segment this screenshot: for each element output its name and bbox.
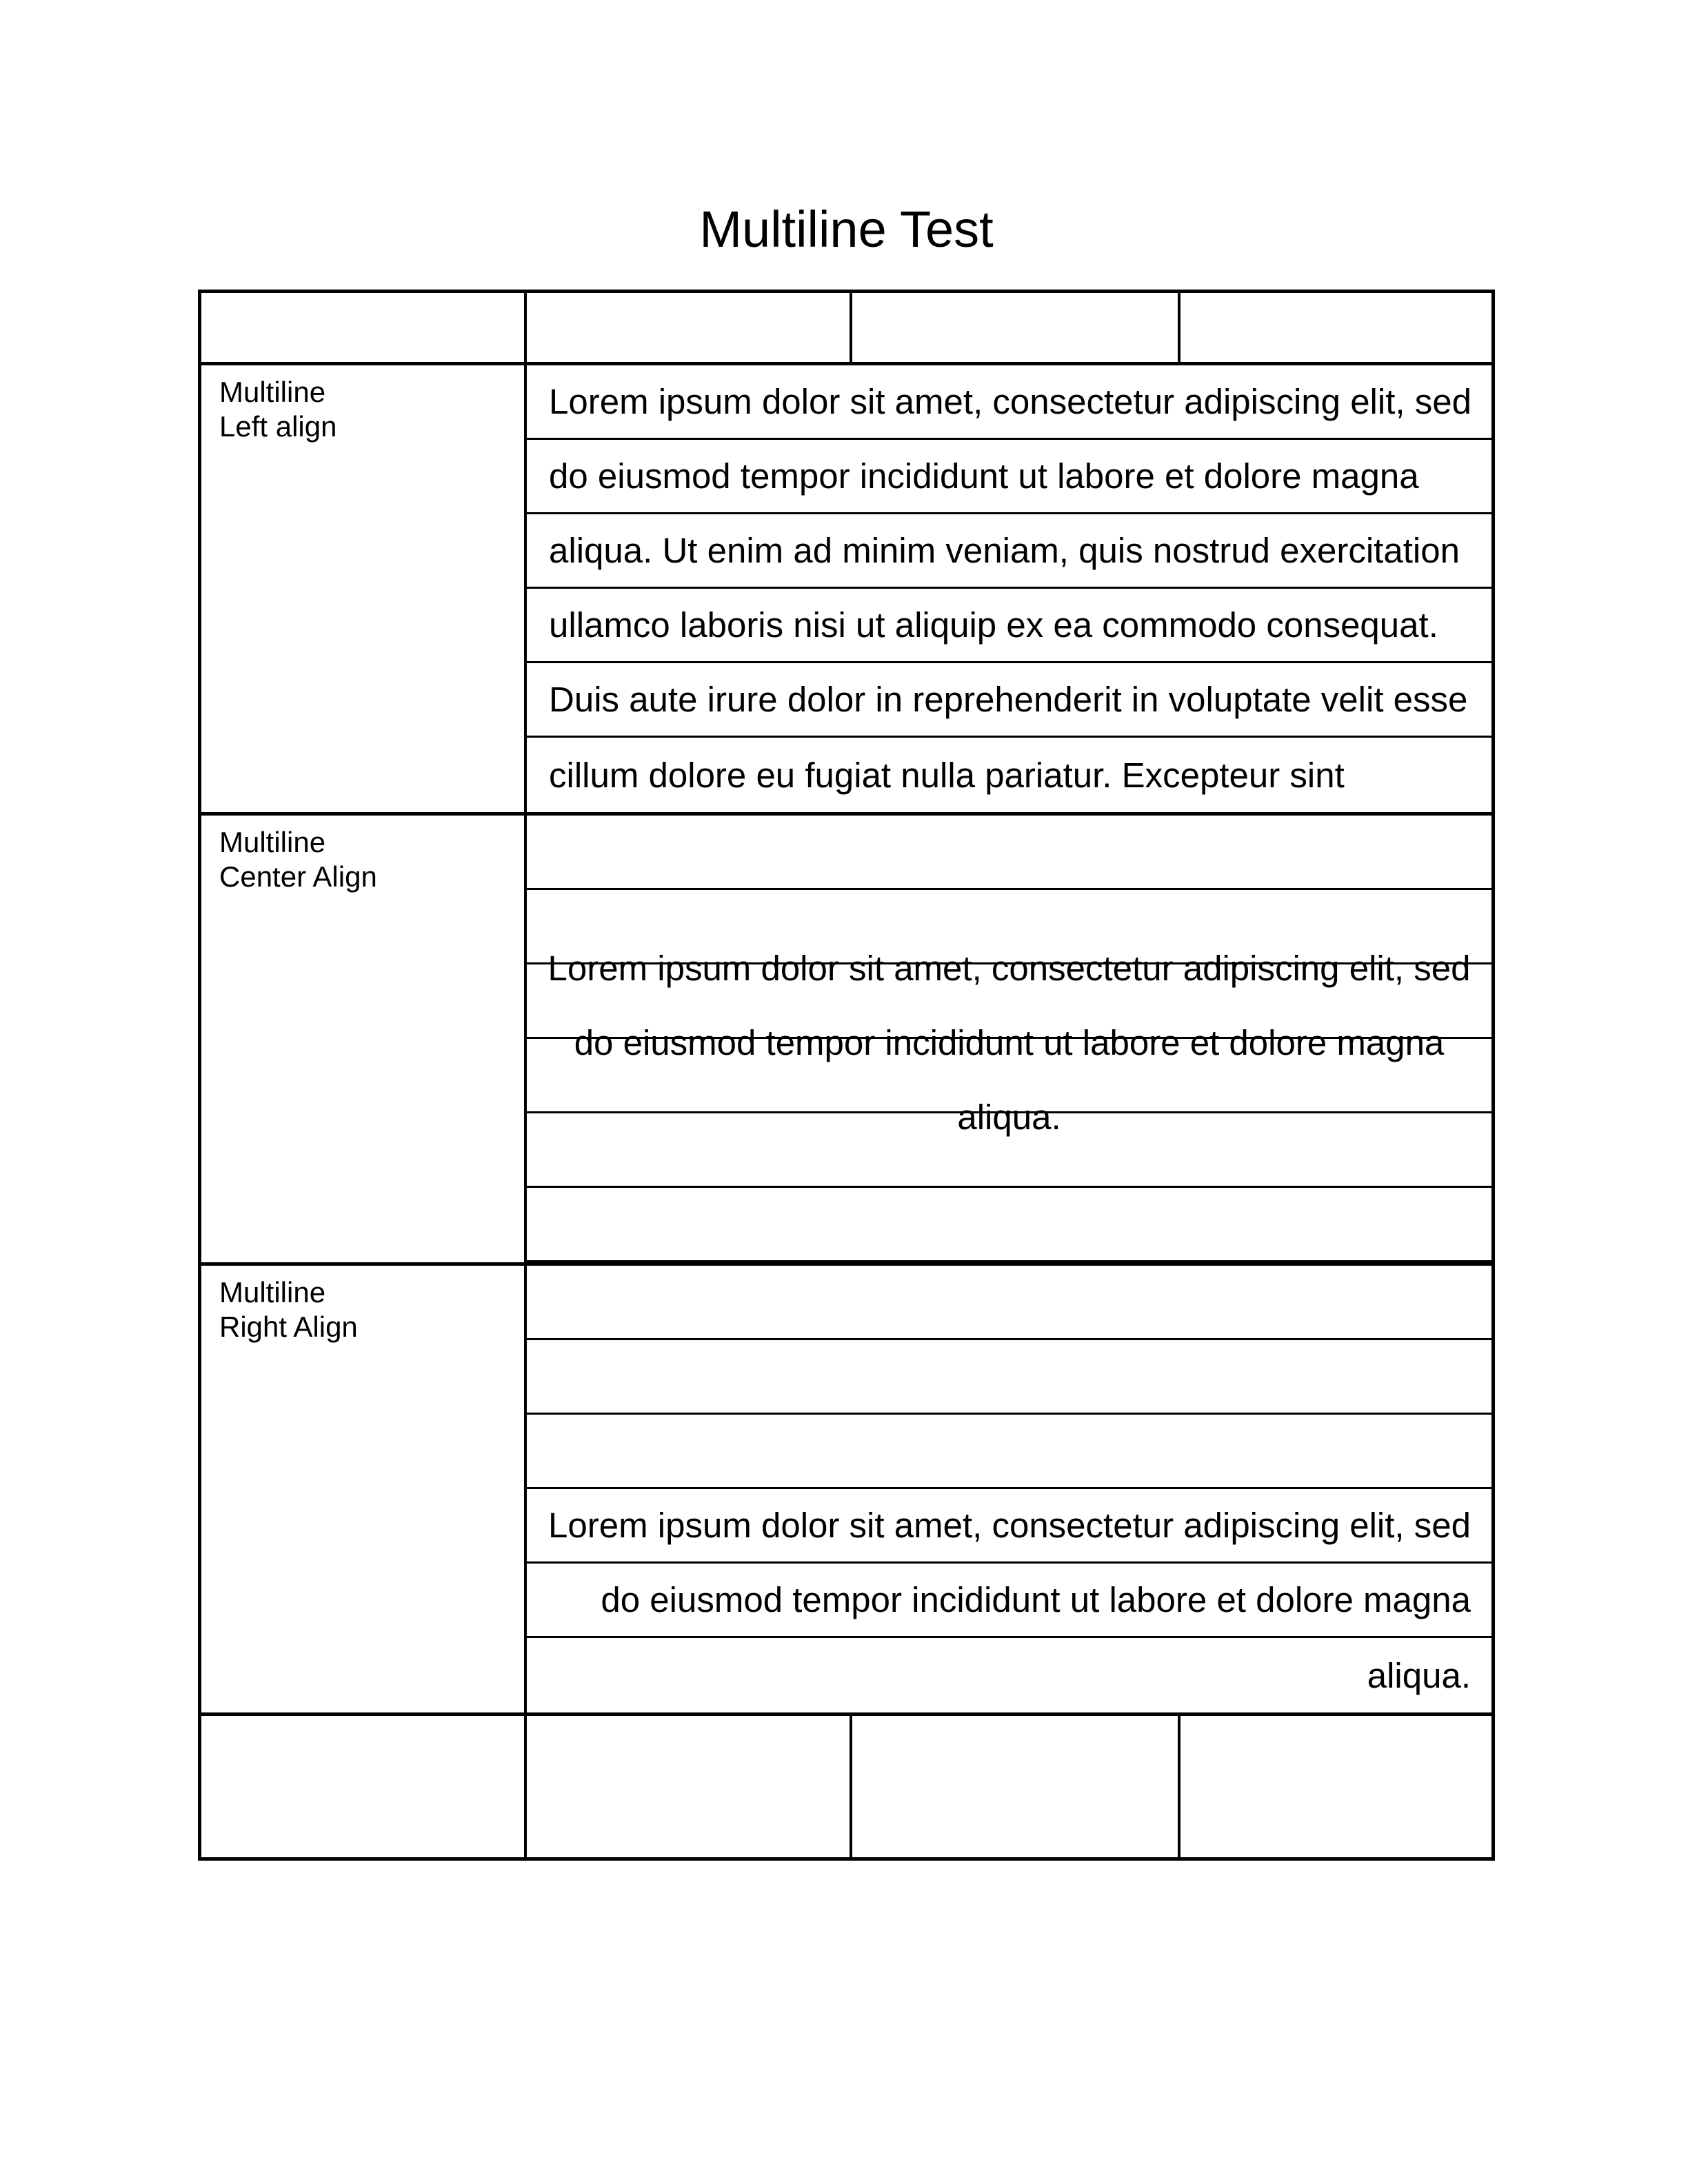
text-line-row: [527, 365, 1491, 440]
page-title: Multiline Test: [699, 201, 994, 258]
text-line: Lorem ipsum dolor sit amet, consectetur adipiscing elit, sed: [549, 382, 1471, 421]
empty-row: [527, 1039, 1491, 1113]
header-cell-2: [527, 293, 852, 362]
label-line-2: Left align: [219, 410, 337, 443]
section-right-align: [201, 1262, 1491, 1712]
header-cell-3: [852, 293, 1180, 362]
alignment-test-table: [198, 290, 1495, 1861]
text-line: ullamco laboris nisi ut aliquip ex ea commodo consequat.: [549, 605, 1438, 645]
footer-cell-3: [852, 1716, 1180, 1857]
label-line-1: Multiline: [219, 376, 326, 408]
text-line-row: [527, 738, 1491, 812]
header-row: [201, 293, 1491, 362]
content-cell-center-align: [527, 816, 1491, 1262]
empty-row: [527, 1188, 1491, 1262]
header-cell-1: [201, 293, 527, 362]
label-line-1: Multiline: [219, 826, 326, 858]
text-line: cillum dolore eu fugiat nulla pariatur. Excepteur sint: [549, 755, 1345, 795]
footer-cell-2: [527, 1716, 852, 1857]
text-line-row: [527, 440, 1491, 514]
empty-row: [527, 816, 1491, 890]
empty-row: [527, 1340, 1491, 1415]
text-line: do eiusmod tempor incididunt ut labore et dolore magna: [574, 1023, 1445, 1062]
header-cell-4: [1180, 293, 1491, 362]
empty-row: [527, 1415, 1491, 1489]
text-line-row: [527, 1564, 1491, 1638]
section-center-align: [201, 812, 1491, 1262]
label-line-2: Right Align: [219, 1311, 358, 1343]
content-cell-right-align: [527, 1266, 1491, 1712]
label-line-2: Center Align: [219, 860, 377, 893]
empty-row: [527, 964, 1491, 1039]
text-line: do eiusmod tempor incididunt ut labore et dolore magna: [601, 1580, 1471, 1619]
text-line-row: [527, 1489, 1491, 1564]
text-line: Lorem ipsum dolor sit amet, consectetur adipiscing elit, sed: [548, 1506, 1471, 1545]
label-line-1: Multiline: [219, 1276, 326, 1308]
text-line: Lorem ipsum dolor sit amet, consectetur adipiscing elit, sed: [547, 949, 1471, 988]
content-cell-left-align: [527, 365, 1491, 812]
text-line: aliqua. Ut enim ad minim veniam, quis nostrud exercitation: [549, 531, 1460, 570]
empty-row: [527, 1266, 1491, 1340]
empty-row: [527, 1113, 1491, 1188]
empty-row: [527, 890, 1491, 964]
section-left-align: [201, 362, 1491, 812]
text-line-row: [527, 663, 1491, 738]
label-cell-center-align: [201, 816, 527, 1262]
text-line: aliqua.: [957, 1098, 1061, 1137]
text-line-row: [527, 514, 1491, 589]
text-line-row: [527, 589, 1491, 663]
label-cell-left-align: [201, 365, 527, 812]
text-line: Duis aute irure dolor in reprehenderit in voluptate velit esse: [549, 680, 1468, 719]
text-line: aliqua.: [1367, 1655, 1471, 1695]
footer-cell-4: [1180, 1716, 1491, 1857]
label-cell-right-align: [201, 1266, 527, 1712]
text-line: do eiusmod tempor incididunt ut labore et dolore magna: [549, 456, 1419, 496]
text-line-row: [527, 1638, 1491, 1712]
footer-cell-1: [201, 1716, 527, 1857]
footer-row: [201, 1712, 1491, 1857]
